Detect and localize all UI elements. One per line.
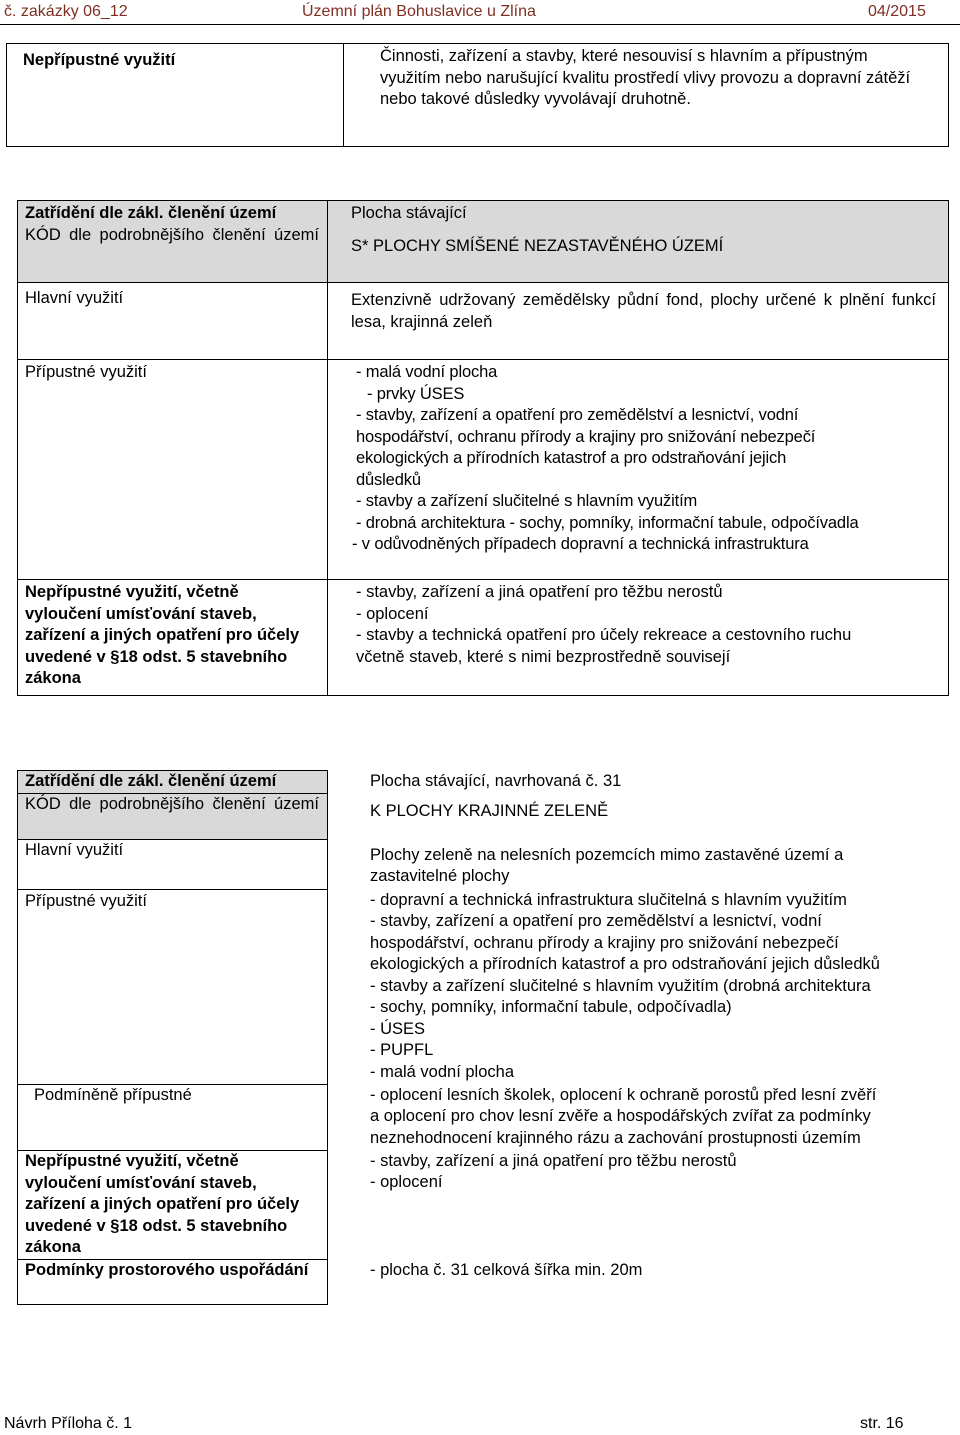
classification-code-value-cell: [328, 201, 949, 283]
page-number: str. 16: [860, 1415, 904, 1432]
list-item: - stavby, zařízení a jiná opatření pro těžbu nerostů: [356, 583, 723, 601]
list-item: - prvky ÚSES: [367, 384, 465, 403]
list-item: hospodářství, ochranu přírody a krajiny pro snižování nebezpečí: [370, 933, 839, 952]
list-item: - PUPFL: [370, 1041, 434, 1059]
conditional-use-list: [328, 1085, 949, 1151]
footer-document-label: Návrh Příloha č. 1: [4, 1415, 133, 1432]
zoning-table-s: [17, 200, 949, 696]
list-item: hospodářství, ochranu přírody a krajiny pro snižování nebezpečí: [356, 427, 816, 446]
page-footer: [0, 1413, 960, 1433]
classification-code-cell: [18, 201, 328, 283]
permitted-use-list: [328, 360, 949, 580]
code-value: K PLOCHY KRAJINNÉ ZELENĚ: [370, 801, 609, 820]
code-label: KÓD dle podrobnějšího členění území: [25, 225, 319, 244]
list-item: - stavby a technická opatření pro účely rekreace a cestovního ruchu: [356, 626, 852, 644]
prohibited-use-text: Činnosti, zařízení a stavby, které nesouvisí s hlavním a přípustným využitím nebo narušující kvalitu prostředí vlivy provozu a dopravní zátěží nebo takové důsledky vyvolávají druhotně.: [344, 44, 949, 147]
prohibited-use-label: Nepřípustné využití, včetně vyloučení umísťování staveb, zařízení a jiných opatření pro účely uvedené v §18 odst. 5 stavebního zákona: [18, 580, 328, 696]
classification-label-cell: [18, 771, 328, 794]
list-item: - oplocení: [370, 1173, 443, 1191]
prohibited-use-list: [328, 1151, 949, 1260]
prohibited-use-block: [6, 43, 949, 147]
list-item: - stavby, zařízení a opatření pro zemědělství a lesnictví, vodní: [370, 912, 822, 930]
list-item: - malá vodní plocha: [370, 1062, 514, 1081]
list-item: - stavby a zařízení slučitelné s hlavním využitím (drobná architektura: [370, 976, 871, 995]
list-item: - ÚSES: [370, 1019, 426, 1038]
list-item: - stavby, zařízení a opatření pro zemědělství a lesnictví, vodní: [356, 406, 799, 424]
prohibited-use-label: Nepřípustné využití: [7, 44, 344, 147]
contract-number: č. zakázky 06_12: [4, 3, 128, 20]
classification-label: Zatřídění dle zákl. členění území: [25, 772, 277, 790]
conditional-use-label-cell: [18, 1085, 328, 1151]
permitted-use-label: Přípustné využití: [18, 890, 328, 1085]
main-use-label: Hlavní využití: [18, 840, 328, 890]
list-item: ekologických a přírodních katastrof a pro odstraňování jejich: [356, 449, 787, 467]
prohibited-use-label: Nepřípustné využití, včetně vyloučení umísťování staveb, zařízení a jiných opatření pro účely uvedené v §18 odst. 5 stavebního zákona: [18, 1151, 328, 1260]
list-item: - drobná architektura - sochy, pomníky, informační tabule, odpočívadla: [356, 513, 859, 532]
code-label: KÓD dle podrobnějšího členění území: [25, 795, 319, 813]
classification-label: Zatřídění dle zákl. členění území: [25, 204, 277, 222]
list-item: neznehodnocení krajinného rázu a zachování prostupnosti územím: [370, 1128, 861, 1147]
list-item: - dopravní a technická infrastruktura slučitelná s hlavním využitím: [370, 890, 847, 909]
list-item: a oplocení pro chov lesní zvěře a hospodářských zvířat za podmínky: [370, 1107, 871, 1125]
prohibited-use-list: [328, 580, 949, 696]
list-item: - oplocení lesních školek, oplocení k ochraně porostů před lesní zvěří: [370, 1085, 877, 1104]
zoning-table-k: [17, 770, 949, 1305]
list-item: - v odůvodněných případech dopravní a technická infrastruktura: [352, 535, 809, 553]
list-item: - sochy, pomníky, informační tabule, odpočívadla): [370, 998, 732, 1016]
list-item: důsledků: [356, 470, 421, 489]
classification-value: Plocha stávající, navrhovaná č. 31: [370, 771, 622, 790]
code-label-cell: [18, 794, 328, 840]
permitted-use-list: [328, 890, 949, 1085]
list-item: - malá vodní plocha: [356, 363, 498, 381]
spatial-conditions-label: Podmínky prostorového uspořádání: [18, 1260, 328, 1305]
main-use-value: Extenzivně udržovaný zemědělsky půdní fond, plochy určené k plnění funkcí lesa, krajinná zeleň: [328, 283, 949, 360]
page-header: [0, 0, 960, 25]
list-item: - stavby a zařízení slučitelné s hlavním využitím: [356, 492, 698, 510]
spatial-conditions-value: - plocha č. 31 celková šířka min. 20m: [370, 1260, 643, 1279]
list-item: ekologických a přírodních katastrof a pro odstraňování jejich důsledků: [370, 955, 880, 973]
conditional-use-label: Podmíněně přípustné: [34, 1086, 192, 1104]
classification-value: Plocha stávající: [351, 204, 467, 222]
main-use-value: Plochy zeleně na nelesních pozemcích mimo zastavěné území a zastavitelné plochy: [370, 845, 844, 885]
permitted-use-label: Přípustné využití: [18, 360, 328, 580]
list-item: včetně staveb, které s nimi bezprostředně souvisejí: [356, 647, 731, 666]
main-use-label: Hlavní využití: [18, 283, 328, 360]
list-item: - stavby, zařízení a jiná opatření pro těžbu nerostů: [370, 1151, 737, 1170]
list-item: - oplocení: [356, 604, 429, 623]
code-value: S* PLOCHY SMÍŠENÉ NEZASTAVĚNÉHO ÚZEMÍ: [351, 236, 724, 255]
document-date: 04/2015: [868, 3, 926, 20]
document-title: Územní plán Bohuslavice u Zlína: [302, 3, 536, 20]
